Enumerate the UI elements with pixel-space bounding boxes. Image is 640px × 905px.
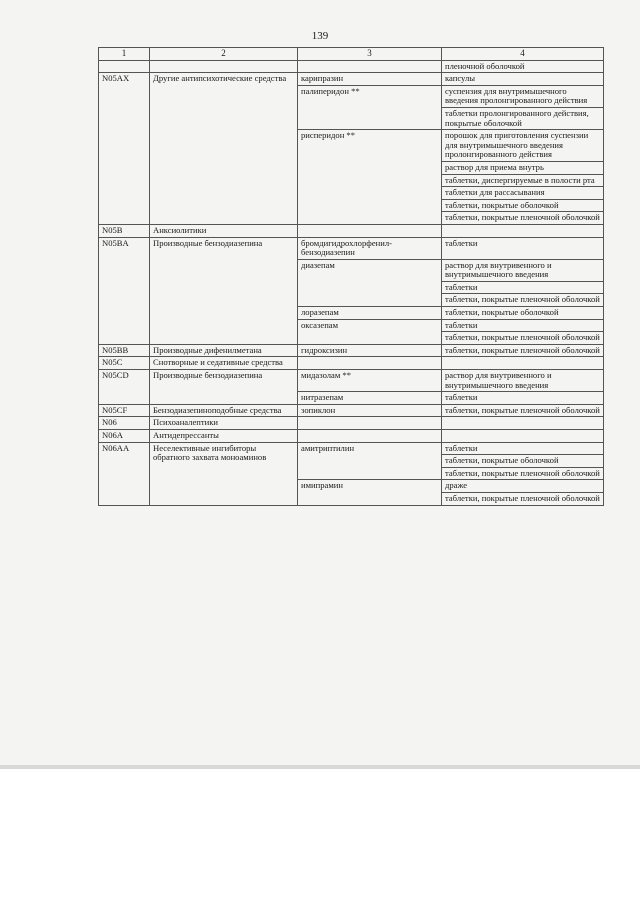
group-cell: Другие антипсихотические средства [150,73,298,225]
group-cell: Снотворные и седативные средства [150,357,298,370]
drug-cell: нитразепам [298,392,442,405]
form-cell: таблетки, покрытые оболочкой [442,199,604,212]
drug-cell [298,417,442,430]
form-cell: таблетки, покрытые пленочной оболочкой [442,404,604,417]
code-cell: N06 [99,417,150,430]
form-cell: таблетки [442,237,604,259]
drug-cell [298,224,442,237]
drug-cell: карипразин [298,73,442,86]
form-cell: таблетки [442,319,604,332]
form-cell: таблетки, покрытые оболочкой [442,455,604,468]
group-cell: Производные бензодиазепина [150,370,298,405]
group-cell: Неселективные ингибиторы обратного захвата моноаминов [150,442,298,505]
form-cell: таблетки [442,392,604,405]
header-row [99,48,604,61]
drug-cell: имипрамин [298,480,442,505]
form-cell: раствор для внутривенного и внутримышечного введения [442,259,604,281]
table-row [99,60,604,73]
table-row [99,404,604,417]
group-cell: Бензодиазепиноподобные средства [150,404,298,417]
code-cell [99,60,150,73]
drug-cell: палиперидон ** [298,85,442,129]
form-cell: таблетки, покрытые оболочкой [442,307,604,320]
drug-cell: лоразепам [298,307,442,320]
group-cell: Анксиолитики [150,224,298,237]
code-cell: N06AA [99,442,150,505]
form-cell: таблетки, покрытые пленочной оболочкой [442,294,604,307]
form-cell: суспензия для внутримышечного введения пролонгированного действия [442,85,604,107]
form-cell: капсулы [442,73,604,86]
drug-cell: бромдигидрохлорфенил-бензодиазепин [298,237,442,259]
table-row [99,370,604,392]
group-cell: Производные дифенилметана [150,344,298,357]
drug-cell: мидазолам ** [298,370,442,392]
drug-cell: оксазепам [298,319,442,344]
medication-table [98,47,604,506]
form-cell [442,430,604,443]
form-cell: таблетки для рассасывания [442,187,604,200]
code-cell: N05CF [99,404,150,417]
table-row [99,237,604,259]
form-cell: таблетки, покрытые пленочной оболочкой [442,212,604,225]
header-col-1: 1 [99,48,150,61]
form-cell: порошок для приготовления суспензии для внутримышечного введения пролонгированного действия [442,130,604,162]
drug-cell: гидроксизин [298,344,442,357]
drug-cell [298,357,442,370]
table-row [99,224,604,237]
drug-cell: диазепам [298,259,442,306]
group-cell [150,60,298,73]
form-cell [442,417,604,430]
group-cell: Психоаналептики [150,417,298,430]
form-cell: таблетки [442,281,604,294]
code-cell: N05BB [99,344,150,357]
form-cell: драже [442,480,604,493]
code-cell: N06A [99,430,150,443]
drug-cell: зопиклон [298,404,442,417]
table-row [99,344,604,357]
form-cell: таблетки, покрытые пленочной оболочкой [442,492,604,505]
code-cell: N05CD [99,370,150,405]
drug-cell: амитриптилин [298,442,442,480]
header-col-2: 2 [150,48,298,61]
table-row [99,357,604,370]
table-row [99,417,604,430]
table-row [99,73,604,86]
code-cell: N05B [99,224,150,237]
form-cell: раствор для приема внутрь [442,161,604,174]
scan-edge [0,765,640,769]
drug-cell [298,430,442,443]
drug-cell: рисперидон ** [298,130,442,225]
group-cell: Антидепрессанты [150,430,298,443]
group-cell: Производные бензодиазепина [150,237,298,344]
form-cell: таблетки пролонгированного действия, покрытые оболочкой [442,107,604,129]
form-cell: таблетки, покрытые пленочной оболочкой [442,467,604,480]
form-cell [442,224,604,237]
header-col-4: 4 [442,48,604,61]
form-cell: таблетки, покрытые пленочной оболочкой [442,332,604,345]
code-cell: N05BA [99,237,150,344]
form-cell: таблетки, покрытые пленочной оболочкой [442,344,604,357]
form-cell [442,357,604,370]
header-col-3: 3 [298,48,442,61]
table-row [99,430,604,443]
form-cell: раствор для внутривенного и внутримышечного введения [442,370,604,392]
code-cell: N05C [99,357,150,370]
form-cell: таблетки, диспергируемые в полости рта [442,174,604,187]
form-cell: таблетки [442,442,604,455]
drug-cell [298,60,442,73]
page-number: 139 [311,30,329,42]
table-row [99,442,604,455]
code-cell: N05AX [99,73,150,225]
form-cell: пленочной оболочкой [442,60,604,73]
